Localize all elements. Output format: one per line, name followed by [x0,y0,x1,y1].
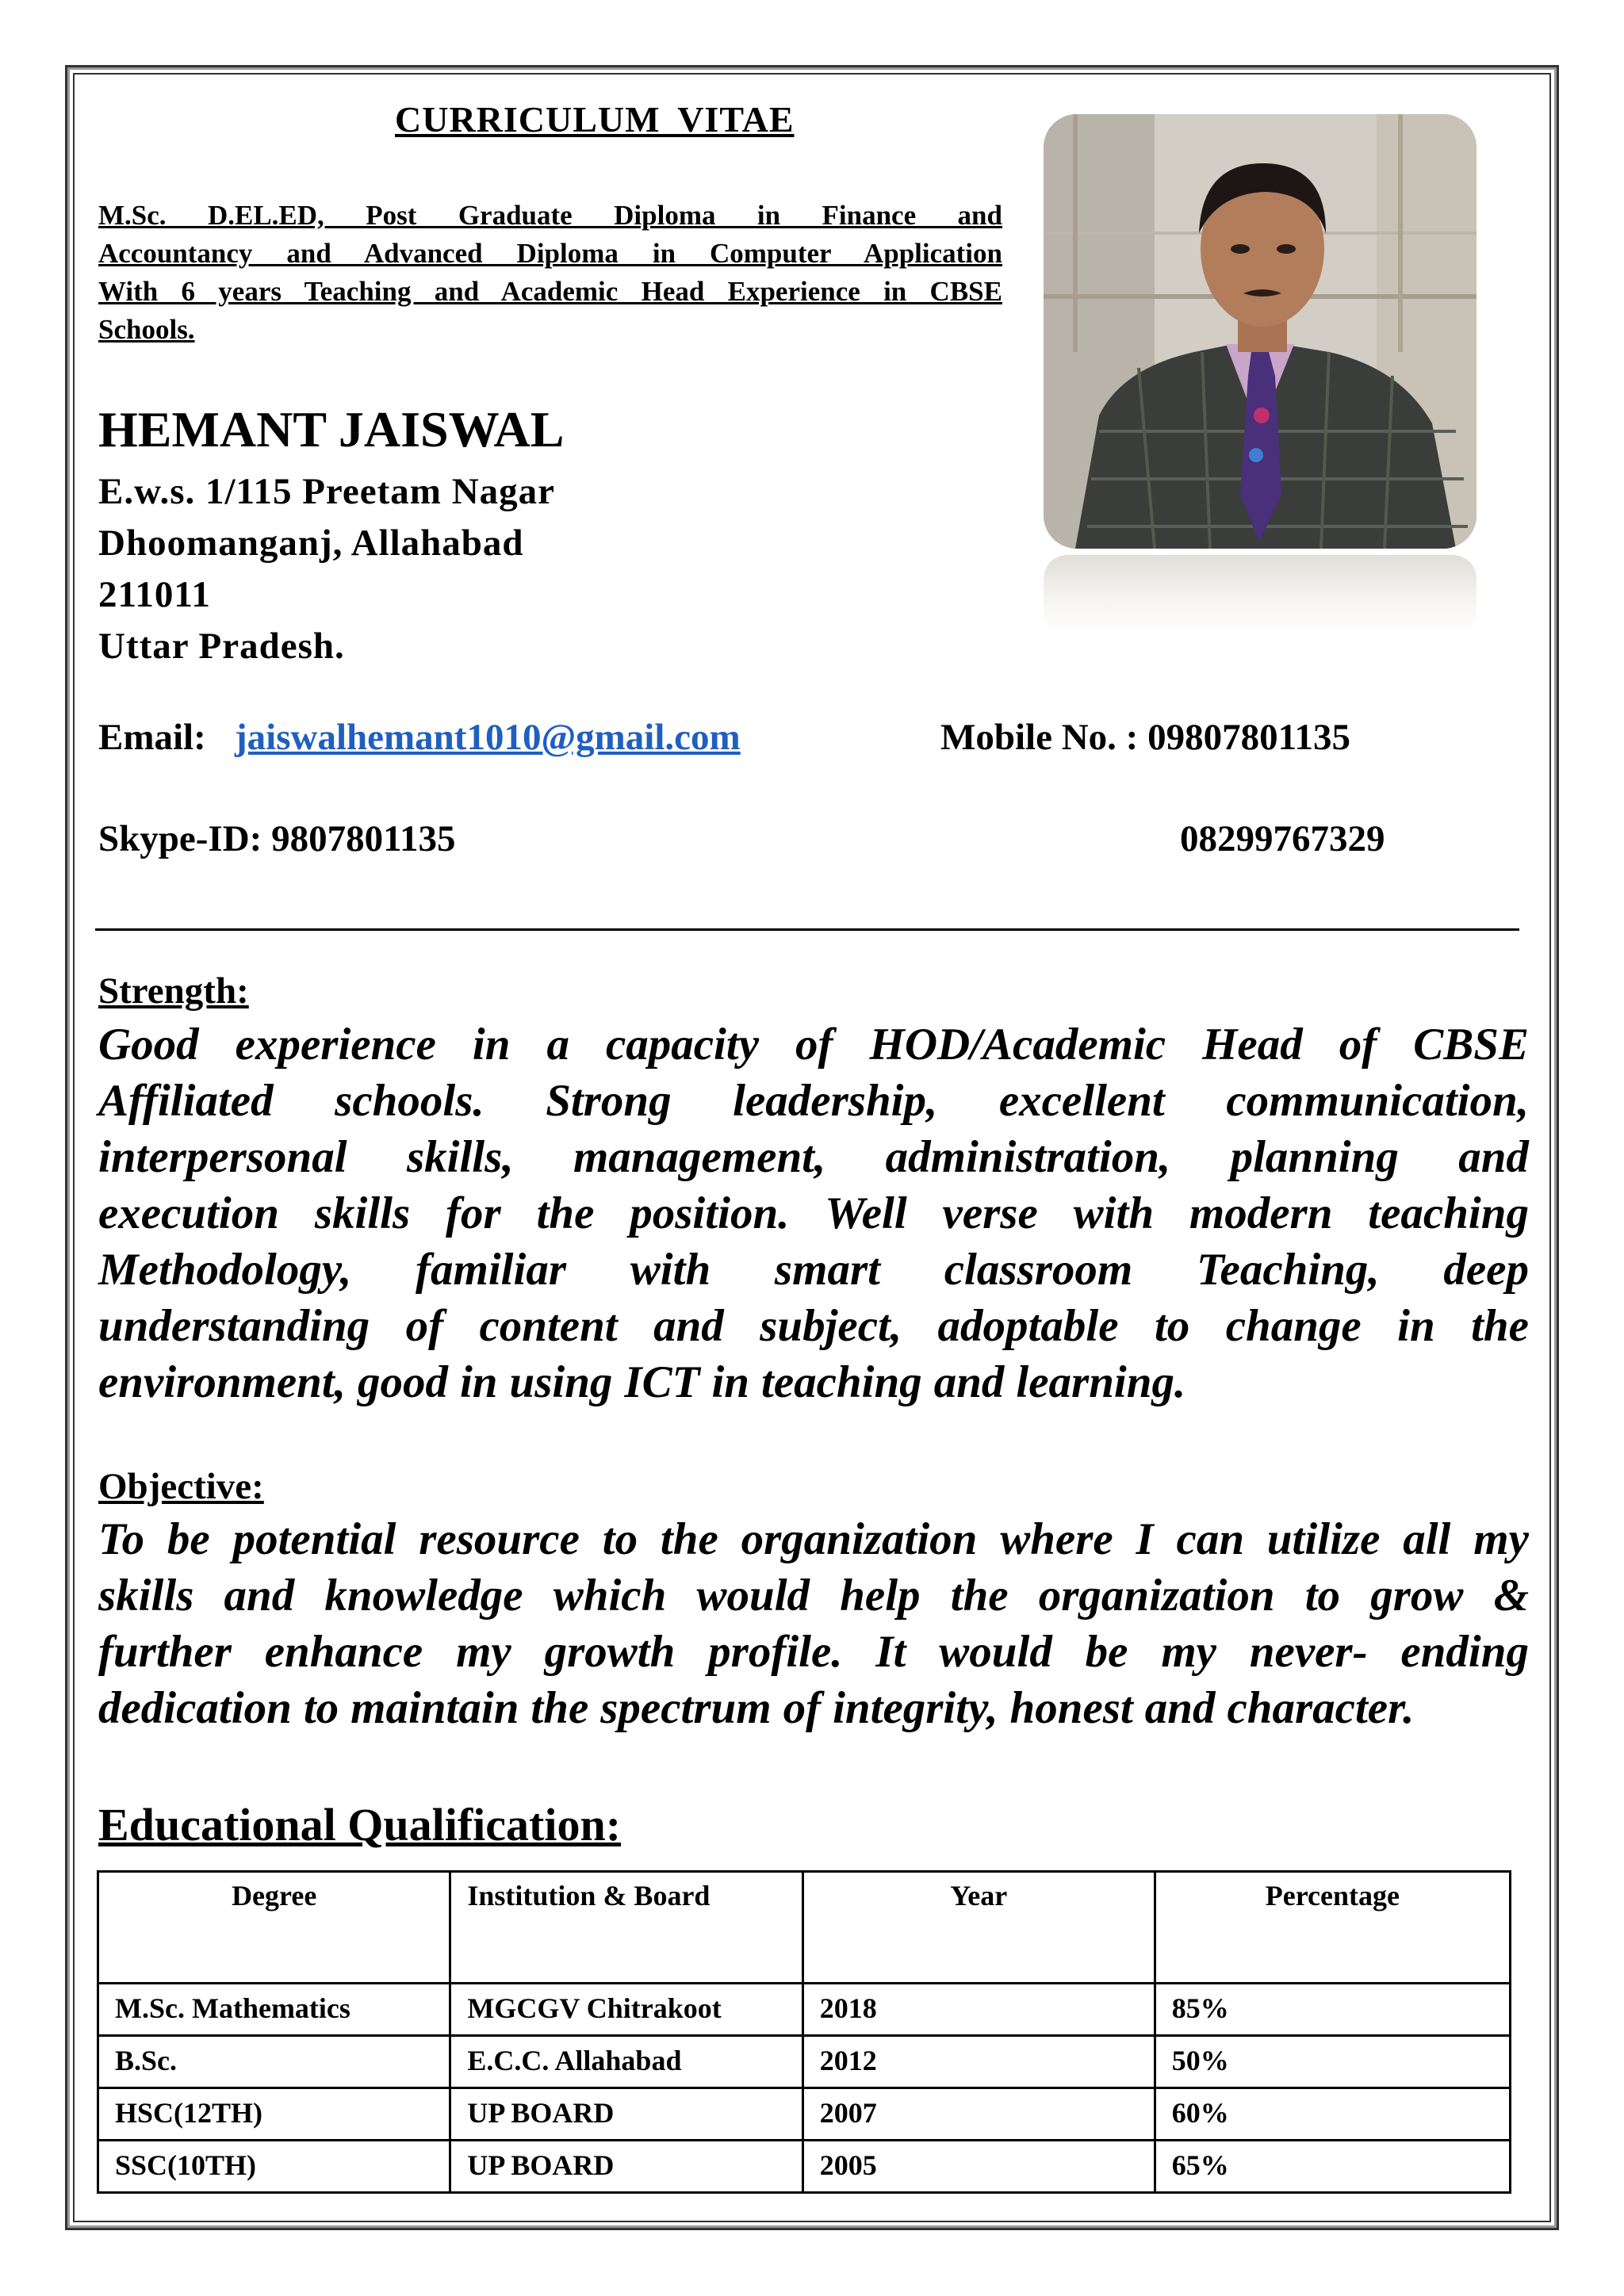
table-row [98,2036,1511,2088]
paragraph-line: To be potential resource to the organization where I can utilize all my [98,1514,1529,1564]
paragraph-line: environment, good in using ICT in teaching and learning. [98,1357,1186,1407]
candidate-name: HEMANT JAISWAL [98,401,565,457]
table-cell: 65% [1155,2141,1510,2193]
table-cell: 85% [1155,1984,1510,2036]
table-cell: HSC(12TH) [98,2088,450,2141]
paragraph-line: Methodology, familiar with smart classroom Teaching, deep [98,1245,1529,1295]
table-cell: 2012 [802,2036,1155,2088]
column-header: Institution & Board [450,1872,802,1984]
table-row [98,2088,1511,2141]
table-cell: E.C.C. Allahabad [450,2036,802,2088]
address-line: 211011 [98,574,211,615]
table-cell: 2005 [802,2141,1155,2193]
table-cell: UP BOARD [450,2141,802,2193]
email-link[interactable]: jaiswalhemant1010@gmail.com [235,717,741,758]
table-cell: MGCGV Chitrakoot [450,1984,802,2036]
email-label: Email: [98,717,206,758]
table-cell: 50% [1155,2036,1510,2088]
document-title: CURRICULUM VITAE [395,99,795,140]
mobile-number-secondary: 08299767329 [1180,818,1385,859]
column-header: Percentage [1155,1872,1510,1984]
paragraph-line: dedication to maintain the spectrum of integrity, honest and character. [98,1683,1415,1733]
table-cell: M.Sc. Mathematics [98,1984,450,2036]
table-cell: 2007 [802,2088,1155,2141]
education-heading: Educational Qualification: [98,1799,622,1850]
table-cell: 2018 [802,1984,1155,2036]
profile-photo [1044,114,1477,549]
address-line: Uttar Pradesh. [98,626,345,667]
skype-id: Skype-ID: 9807801135 [98,818,456,859]
column-header: Year [802,1872,1155,1984]
mobile-number: Mobile No. : 09807801135 [940,717,1350,758]
qualification-line: Accountancy and Advanced Diploma in Computer Application [98,238,1002,269]
table-header-row [98,1872,1511,1984]
column-header: Degree [98,1872,450,1984]
table-row [98,1984,1511,2036]
paragraph-line: interpersonal skills, management, administration, planning and [98,1132,1529,1182]
qualification-line: With 6 years Teaching and Academic Head Experience in CBSE [98,276,1002,307]
divider [95,928,1519,931]
education-table [97,1870,1511,2194]
qualification-line: Schools. [98,314,195,345]
paragraph-line: execution skills for the position. Well verse with modern teaching [98,1188,1529,1238]
table-cell: UP BOARD [450,2088,802,2141]
address-line: E.w.s. 1/115 Preetam Nagar [98,471,556,512]
address-block [98,466,555,672]
qualification-line: M.Sc. D.EL.ED, Post Graduate Diploma in Finance and [98,200,1002,231]
table-cell: SSC(10TH) [98,2141,450,2193]
paragraph-line: Good experience in a capacity of HOD/Academic Head of CBSE [98,1020,1529,1070]
paragraph-line: Affiliated schools. Strong leadership, excellent communication, [98,1076,1529,1126]
qualifications-summary [98,197,1002,349]
paragraph-line: further enhance my growth profile. It would be my never- ending [98,1627,1529,1677]
strength-text [98,1016,1529,1410]
paragraph-line: skills and knowledge which would help the organization to grow & [98,1571,1529,1621]
table-cell: 60% [1155,2088,1510,2141]
table-row [98,2141,1511,2193]
strength-heading: Strength: [98,970,249,1012]
paragraph-line: understanding of content and subject, adoptable to change in the [98,1301,1529,1351]
photo-reflection [1044,555,1477,634]
table-cell: B.Sc. [98,2036,450,2088]
objective-heading: Objective: [98,1466,264,1507]
address-line: Dhoomanganj, Allahabad [98,522,524,564]
person-photo-icon [1044,114,1477,549]
objective-text [98,1511,1529,1736]
